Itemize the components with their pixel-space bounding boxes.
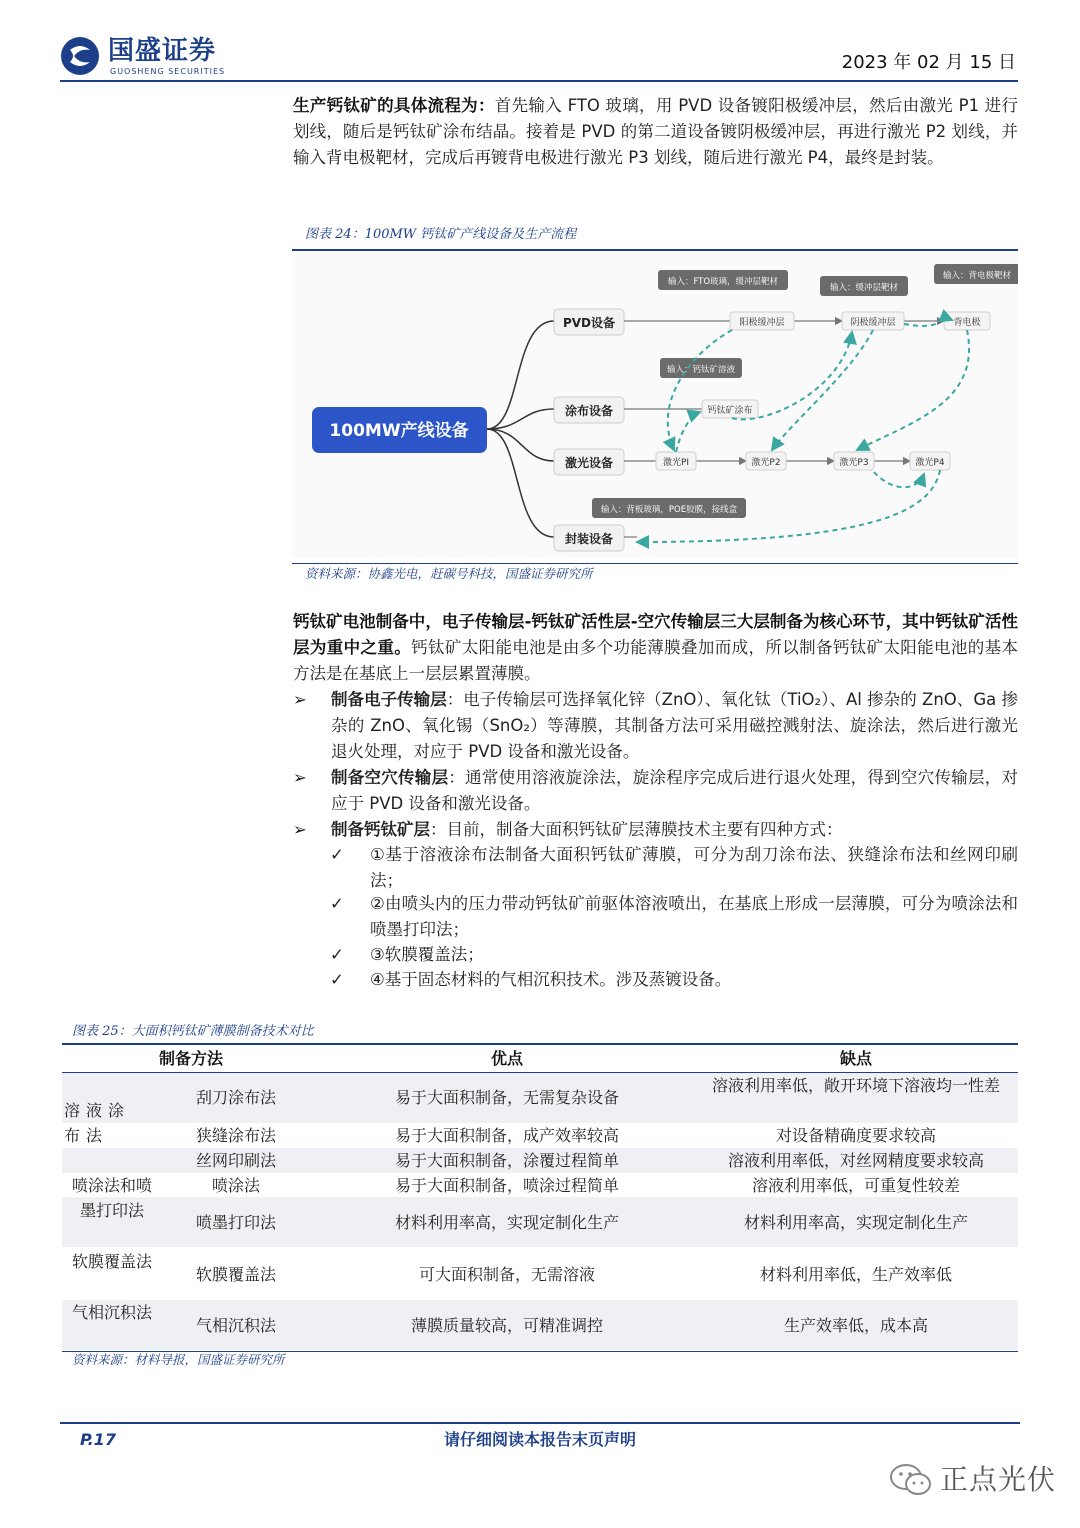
svg-text:输入：背电极靶材: 输入：背电极靶材 [942, 271, 1012, 281]
group-soft-film: 软膜覆盖法 [72, 1252, 153, 1271]
bullet-item [293, 765, 1018, 817]
bullet-title: 制备钙钛矿层 [331, 820, 430, 839]
intro-lead: 生产钙钛矿的具体流程为： [293, 96, 495, 115]
branch-pvd [554, 309, 624, 335]
input-tag-fto [658, 270, 788, 290]
check-text: ②由喷头内的压力带动钙钛矿前驱体溶液喷出，在基底上形成一层薄膜，可分为喷涂法和喷墨打印法； [370, 894, 1018, 939]
intro-text: 首先输入 FTO 玻璃，用 PVD 设备镀阳极缓冲层，然后由激光 P1 进行划线，随后是钙钛矿涂布结晶。接着是 PVD 的第二道设备镀阴极缓冲层，再进行激光 P2 划线，并输入背电极靶材，完成后再镀背电极进行激光 P3 划线，随后进行激光 P4，最终是封装。 [293, 96, 1018, 167]
step-perovskite-coating [702, 400, 758, 418]
arrow-bullet-icon: ➢ [293, 690, 307, 709]
intro-paragraph [293, 93, 1018, 171]
svg-text:封装设备: 封装设备 [564, 532, 614, 546]
table-row [62, 1148, 1018, 1173]
step-laser-p1 [656, 452, 696, 470]
group-vapor-deposition: 气相沉积法 [72, 1303, 153, 1322]
watermark-account-name: 正点光伏 [940, 1463, 1057, 1496]
header-cons: 缺点 [839, 1049, 872, 1068]
bullet-text: ：目前，制备大面积钙钛矿层薄膜技术主要有四种方式： [430, 820, 843, 839]
table-row [62, 1249, 1018, 1299]
step-cathode-buffer [842, 312, 904, 330]
step-laser-p4 [910, 452, 950, 470]
wechat-icon [888, 1460, 934, 1500]
table-caption: 图表 25：大面积钙钛矿薄膜制备技术对比 [72, 1024, 314, 1039]
cell-pro: 易于大面积制备，喷涂过程简单 [394, 1176, 619, 1195]
logo-wordmark: 国盛证券 [108, 36, 217, 66]
svg-text:输入：缓冲层靶材: 输入：缓冲层靶材 [829, 283, 899, 293]
section-text: 钙钛矿太阳能电池是由多个功能薄膜叠加而成，所以制备钙钛矿太阳能电池的基本方法是在基底上一层层累置薄膜。 [293, 638, 1019, 683]
step-anode-buffer [730, 312, 794, 330]
input-tag-buffer-target [820, 276, 908, 296]
header-pros: 优点 [490, 1049, 523, 1068]
cell-method: 狭缝涂布法 [195, 1126, 276, 1145]
input-tag-packaging-materials [592, 498, 746, 518]
step-laser-p2 [746, 452, 786, 470]
table-row [62, 1300, 1018, 1350]
arrow-bullet-icon: ➢ [293, 820, 307, 839]
cell-method: 喷涂法 [211, 1176, 260, 1195]
svg-text:阴极缓冲层: 阴极缓冲层 [850, 318, 896, 328]
table-header [62, 1045, 1018, 1072]
section-lead: 钙钛矿电池制备中，电子传输层-钙钛矿活性层-空穴传输层三大层制备为核心环节，其中钙钛矿活性层为重中之重。 [293, 612, 1018, 657]
logo-icon [60, 36, 100, 76]
flowchart-canvas [292, 252, 1018, 558]
bullet-text: ：通常使用溶液旋涂法，旋涂程序完成后进行退火处理，得到空穴传输层，对应于 PVD 设备和激光设备。 [331, 768, 1019, 813]
logo-subtitle: GUOSHENG SECURITIES [110, 67, 226, 76]
svg-text:激光P4: 激光P4 [915, 458, 945, 468]
table-row [62, 1073, 1018, 1123]
table-row [62, 1123, 1018, 1148]
footer-disclaimer-note: 请仔细阅读本报告末页声明 [443, 1430, 636, 1449]
checkmark-icon: ✓ [330, 945, 344, 964]
svg-text:输入：背板玻璃，POE胶膜，接线盒: 输入：背板玻璃，POE胶膜，接线盒 [600, 505, 738, 515]
svg-text:输入：钙钛矿溶液: 输入：钙钛矿溶液 [666, 365, 736, 375]
check-text: ③软膜覆盖法； [370, 945, 484, 964]
checkmark-icon: ✓ [330, 894, 344, 913]
bullet-title: 制备空穴传输层 [331, 768, 449, 787]
table-source: 资料来源：材料导报，国盛证券研究所 [72, 1352, 285, 1367]
svg-text:背电极: 背电极 [953, 318, 981, 328]
cell-method: 气相沉积法 [195, 1316, 276, 1335]
bullet-item [293, 687, 1018, 765]
svg-text:激光P3: 激光P3 [839, 458, 869, 468]
svg-text:阳极缓冲层: 阳极缓冲层 [739, 318, 785, 328]
checkmark-icon: ✓ [330, 845, 344, 864]
figure-caption: 图表 24：100MW 钙钛矿产线设备及生产流程 [305, 227, 577, 242]
cell-pro: 易于大面积制备，无需复杂设备 [394, 1088, 619, 1107]
branch-packaging [554, 525, 624, 551]
bullet-title: 制备电子传输层 [331, 690, 447, 709]
figure-source: 资料来源：协鑫光电，赶碳号科技，国盛证券研究所 [305, 566, 593, 581]
arrow-bullet-icon: ➢ [293, 768, 307, 787]
cell-pro: 可大面积制备，无需溶液 [418, 1265, 595, 1284]
bullet-text: ：电子传输层可选择氧化锌（ZnO）、氧化钛（TiO₂）、Al 掺杂的 ZnO、Ga 掺杂的 ZnO、氧化锡（SnO₂）等薄膜，其制备方法可采用磁控溅射法、旋涂法，然后进行激光退火处理，对应于 PVD 设备和激光设备。 [331, 690, 1018, 761]
group-solution-coating: 溶液涂布法 [64, 1101, 131, 1145]
input-tag-perovskite-solution [660, 358, 742, 378]
branch-coating [554, 397, 624, 423]
figure-flowchart [292, 252, 1018, 558]
check-item [330, 942, 1018, 968]
cell-pro: 材料利用率高，实现定制化生产 [394, 1213, 619, 1232]
cell-pro: 薄膜质量较高，可精准调控 [410, 1316, 603, 1335]
cell-con: 溶液利用率低，可重复性较差 [751, 1176, 960, 1195]
figure-bottom-rule [292, 563, 1018, 564]
page-number: P.17 [80, 1430, 116, 1449]
cell-con: 对设备精确度要求较高 [775, 1126, 936, 1145]
cell-pro: 易于大面积制备，涂覆过程简单 [394, 1151, 619, 1170]
check-text: ①基于溶液涂布法制备大面积钙钛矿薄膜，可分为刮刀涂布法、狭缝涂布法和丝网印刷法； [370, 845, 1018, 890]
svg-text:激光设备: 激光设备 [564, 456, 614, 470]
check-item [330, 842, 1018, 894]
svg-text:钙钛矿涂布: 钙钛矿涂布 [707, 406, 753, 416]
svg-text:激光P2: 激光P2 [751, 458, 781, 468]
cell-con: 材料利用率高，实现定制化生产 [743, 1213, 968, 1232]
cell-con: 生产效率低，成本高 [783, 1316, 928, 1335]
cell-con: 材料利用率低，生产效率低 [759, 1265, 952, 1284]
svg-text:PVD设备: PVD设备 [562, 316, 616, 330]
root-label: 100MW产线设备 [329, 421, 469, 441]
cell-method: 刮刀涂布法 [195, 1088, 276, 1107]
check-text: ④基于固态材料的气相沉积技术。涉及蒸镀设备。 [370, 970, 732, 989]
header-divider [60, 80, 1018, 82]
check-item [330, 891, 1018, 943]
header-method: 制备方法 [158, 1049, 223, 1068]
cell-con: 溶液利用率低，敞开环境下溶液均一性差 [711, 1076, 1000, 1095]
bullet-item [293, 817, 1018, 843]
table-row [62, 1173, 1018, 1198]
svg-text:激光PI: 激光PI [662, 458, 690, 468]
table-row [62, 1198, 1018, 1248]
branch-lines [487, 321, 554, 537]
checkmark-icon: ✓ [330, 970, 344, 989]
check-item [330, 967, 1018, 993]
cell-method: 软膜覆盖法 [195, 1265, 276, 1284]
svg-text:输入：FTO玻璃，缓冲层靶材: 输入：FTO玻璃，缓冲层靶材 [667, 277, 779, 287]
cell-method: 丝网印刷法 [195, 1151, 276, 1170]
cell-pro: 易于大面积制备，成产效率较高 [394, 1126, 619, 1145]
section-paragraph [293, 609, 1018, 687]
branch-laser [554, 449, 624, 475]
group-spray-inkjet: 喷涂法和喷墨打印法 [72, 1176, 153, 1220]
svg-text:涂布设备: 涂布设备 [564, 404, 614, 418]
report-date: 2023 年 02 月 15 日 [841, 52, 1016, 73]
figure-top-rule [292, 249, 1018, 251]
input-tag-back-target [934, 264, 1018, 284]
step-back-electrode [944, 312, 990, 330]
cell-con: 溶液利用率低，对丝网精度要求较高 [727, 1151, 984, 1170]
step-laser-p3 [834, 452, 874, 470]
cell-method: 喷墨打印法 [195, 1213, 276, 1232]
footer-divider [60, 1422, 1020, 1424]
